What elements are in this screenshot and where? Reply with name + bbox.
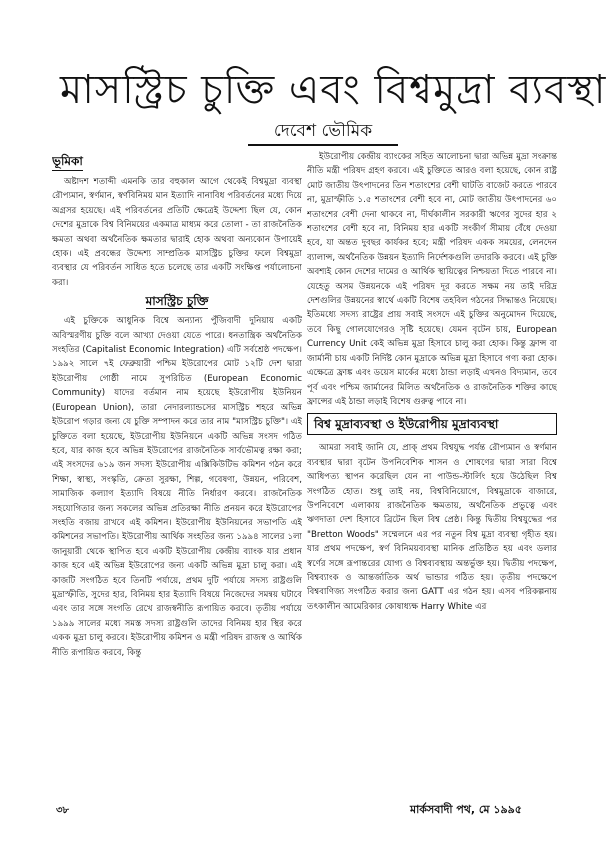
section-paragraph: এই চুক্তিকে আধুনিক বিশ্বে অন্যান্য পুঁজিবাদী দুনিয়ায় একটি অবিস্মরণীয় চুক্তি বলে আখ্যা দেওয়া যেতে পারে। ধনতান্ত্রিক অর্থনৈতিক সংহতির (Capitalist Economic Integration) এটি সর্বশ্রেষ্ঠ পদক্ষেপ। ১৯৯২ সালে ৭ই ফেব্রুয়ারী পশ্চিম ইউরোপের মোট ১২টি দেশ দ্বারা ইউরোপীয় গোষ্ঠী নামে সুপরিচিত (European Economic Community) যাদের বর্তমান নাম হয়েছে ইউরোপীয় ইউনিয়ন (European Union), তারা নেদারল্যান্ডসের মাসস্ট্রিচ শহরে অভিন্ন ইউরোপ গড়ার জন্য যে চুক্তি সম্পাদন করে তার নাম "মাসস্ট্রিচ চুক্তি"। এই চুক্তিতে বলা হয়েছে, ইউরোপীয় ইউনিয়নে একটি অভিন্ন সংসদ গঠিত হবে, যার কাজ হবে অভিন্ন ইউরোপের রাজনৈতিক সার্বভৌমত্ব রক্ষা করা; এই সংসদের ৬১৯ জন সদস্য ইউরোপীয় এক্সিকিউটিভ কমিশন গঠন করে শিক্ষা, স্বাস্থ্য, সংস্কৃতি, ক্রেতা সুরক্ষা, শিল্প, গবেষণা, উন্নয়ন, পরিবেশ, সামাজিক কল্যাণ ইত্যাদি বিষয়ে নীতি নির্ধারণ করবে। রাজনৈতিক সহযোগিতার জন্য সকলের অভিন্ন প্রতিরক্ষা নীতি প্রনয়ন করে ইউরোপের সংহতি বজায় রাখবে এই কমিশন। ইউরোপীয় ইউনিয়নের সভাপতি এই কমিশনের সভাপতি। ইউরোপীয় আর্থিক সংহতির জন্য ১৯৯৪ সালের ১লা জানুয়ারী থেকে স্থাপিত হবে একটি ইউরোপীয় কেন্দ্রীয় ব্যাংক যার প্রধান কাজ হবে এই অভিন্ন ইউরোপের জন্য একটি অভিন্ন মুদ্রা চালু করা। এই কাজটি সংগঠিত হবে তিনটি পর্যায়ে, প্রথম দুটি পর্যায়ে সদস্য রাষ্ট্রগুলি মুদ্রাস্ফীতি, সুদের হার, বিনিময় হার ইত্যাদি বিষয়ে নিজেদের সমন্বয় ঘটাবে এবং তার সঙ্গে সংগতি রেখে রাজস্বনীতি রূপায়িত করবে। তৃতীয় পর্যায়ে ১৯৯৯ সালের মধ্যে সমস্ত সদস্য রাষ্ট্রগুলি তাদের বিনিময় হার স্থির করে একক মুদ্রা চালু করবে। ইউরোপীয় কমিশন ও মন্ত্রী পরিষদ রাজস্ব ও আর্থিক নীতি রূপায়িত করবে, কিন্তু — [52, 316, 302, 658]
article-title: মাসস্ট্রিচ চুক্তি এবং বিশ্বমুদ্রা ব্যবস্থা — [60, 67, 607, 113]
section-heading-wrap — [52, 292, 302, 310]
page-number: ৩৮ — [56, 805, 69, 816]
box-paragraph: আমরা সবাই জানি যে, প্রাক্ প্রথম বিশ্বযুদ্ধ পর্যন্ত রৌপ্যমান ও স্বর্ণমান ব্যবস্থার দ্বারা বৃটেন উপনিবেশিক শাসন ও শোষণের দ্বারা সারা বিশ্বে আধিপত্য স্থাপন করেছিল যেন না পাউন্ড-স্টার্লিং হয়ে উঠেছিল বিশ্ব সংগঠিত হোত। শুধু তাই নয়, বিশ্ববিনিয়োগে, বিশ্বমুদ্রাকে বাজারে, উপনিবেশে এলাকায় রাজনৈতিক ক্ষমতায়, অর্থনৈতিক প্রভুত্বে এবং ঋণদাতা দেশ হিসাবে ব্রিটেন ছিল বিশ্ব প্রেষ্ঠ। কিন্তু দ্বিতীয় বিশ্বযুদ্ধের পর "Bretton Woods" সম্মেলনে এর পর নতুন বিশ্ব মুদ্রা ব্যবস্থা গৃহীত হয়। যার প্রথম পদক্ষেপ, স্বর্ণ বিনিময়ব্যবস্থা মানিক প্রতিষ্ঠিত হয় এবং ডলার স্বর্ণের সঙ্গে রূপান্তরের যোগ্য ও বিশ্বব্যবস্থায় অন্তর্ভুক্ত হয়। দ্বিতীয় পদক্ষেপ, বিশ্বব্যাংক ও আন্তর্জাতিক অর্থ ভান্ডার গঠিত হয়। তৃতীয় পদক্ষেপে বিশ্ববাণিজ্য সংগঠিত করার জন্য GATT এর গঠন হয়। এসব পরিকল্পনায় তৎকালীন আমেরিকার কোষাধ্যক্ষ Harry White এর — [307, 443, 557, 612]
left-column — [52, 150, 302, 790]
section-heading: মাসস্ট্রিচ চুক্তি — [145, 294, 209, 309]
right-column — [307, 150, 557, 790]
box-heading: বিশ্ব মুদ্রাব্যবস্থা ও ইউরোপীয় মুদ্রাব্যবস্থা — [307, 413, 557, 435]
continued-paragraph: ইউরোপীয় কেন্দ্রীয় ব্যাংকের সহিত আলোচনা দ্বারা অভিন্ন মুদ্রা সংক্রান্ত নীতি মন্ত্রী পরিষদ গ্রহণ করবে। এই চুক্তিতে আরও বলা হয়েছে, কোন রাষ্ট্র মোট জাতীয় উৎপাদনের তিন শতাংশের বেশী ঘাটতি বাজেট করতে পারবে না, মুদ্রাস্ফীতি ১.৫ শতাংশের বেশী হবে না, মোট জাতীয় উৎপাদনের ৬০ শতাংশের বেশী দেনা থাকবে না, দীর্ঘকালীন সরকারী ঋণের সুদের হার ২ শতাংশের বেশী হবে না, বিনিময় হার একটি সংকীর্ণ সীমায় বেঁধে দেওয়া হবে, যা অন্তত দুবছর কার্যকর হবে; মন্ত্রী পরিষদ একক সময়ের, লেনদেন ব্যালান্স, অর্থনৈতিক উন্নয়ন ইত্যাদি নির্দেশকগুলি তদারকি করবে। এই চুক্তি অবশ্যই কোন দেশের দামের ও আর্থিক স্থায়িত্বের নিশ্চয়তা দিতে পারবে না। যেহেতু অসম উন্নয়নকে এই পরিষদ দূর করতে সক্ষম নয় তাই দরিদ্র দেশগুলির উন্নয়নের স্বার্থে একটি বিশেষ তহবিল গঠনের সিদ্ধান্তও নিয়েছে। ইতিমধ্যে সদস্য রাষ্ট্রের প্রায় সবাই সংসদে এই চুক্তির অনুমোদন দিয়েছে, তবে কিছু গোলযোগেরও সৃষ্টি হয়েছে। যেমন বৃটেন চায়, European Currency Unit কেই অভিন্ন মুদ্রা হিসাবে চালু করা হোক। কিন্তু ফ্রান্স বা জার্মানী চায় একটি নির্দিষ্ট কোন মুদ্রাকে অভিন্ন মুদ্রা হিসাবে গণ্য করা হোক। এক্ষেত্রে ফ্রাঙ্ক এবং ডয়েস মার্কের মধ্যে ঠান্ডা লড়াই এখনও বিদ্যমান, তবে পূর্ব এবং পশ্চিম জার্মানের মিলিত অর্থনৈতিক ও রাজনৈতিক শক্তির কাছে ফ্রান্সের এই ঠান্ডা লড়াই বিশেষ গুরুত্ব পাবে না। — [307, 152, 557, 407]
publication-footer: মার্কসবাদী পথ, মে ১৯৯৫ — [410, 803, 522, 816]
article-author: দেবেশ ভৌমিক — [248, 118, 398, 146]
intro-paragraph: অষ্টাদশ শতাব্দী এমনকি তার বহুকাল আগে থেকেই বিশ্বমুদ্রা ব্যবস্থা রৌপ্যমান, স্বর্ণমান, স্বর্ণবিনিময় মান ইত্যাদি নানাবিধ পরিবর্তনের মধ্যে দিয়ে অগ্রসর হয়েছে। এই পরিবর্তনের প্রতিটি ক্ষেত্রেই উদ্দেশ্য ছিল যে, কোন দেশের মুদ্রাকে বিশ্ব বিনিময়ের একমাত্র মাধ্যম করে তোলা - তা রাজনৈতিক ক্ষমতা অথবা অর্থনৈতিক ক্ষমতার দ্বারাই হোক অথবা অন্যকোন উপায়েই হোক। এই প্রবন্ধের উদ্দেশ্য সাম্প্রতিক মাসস্ট্রিচ চুক্তির ফলে বিশ্বমুদ্রা ব্যবস্থার যে পরিবর্তন সাধিত হতে চলেছে তার একটি সংক্ষিপ্ত পর্যালোচনা করা। — [52, 177, 302, 288]
intro-heading: ভূমিকা — [52, 152, 83, 171]
